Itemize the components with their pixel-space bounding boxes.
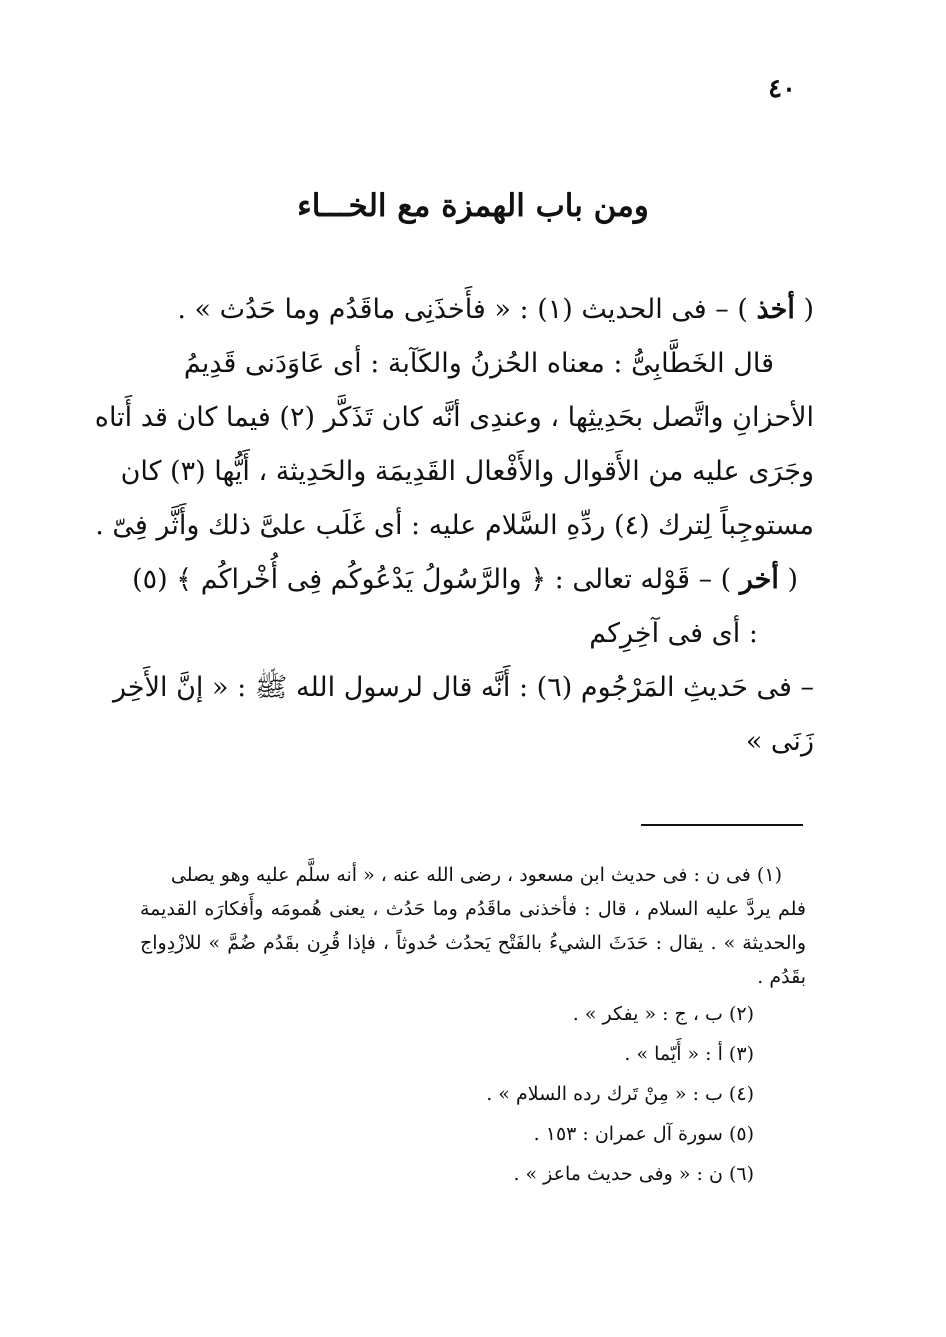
line-text: الأحزانِ واتَّصل بحَدِيثِها ، وعندِى أنَّه كان تَذَكَّر (٢) فيما كان قد أَتاه [94, 402, 814, 433]
footnote-line: والحديثة » . يقال : حَدَثَ الشيءُ بالفَتْح يَحدُث حُدوثاً ، فإذا قُرِن بقَدُم ضُمَّ » للازْدِواج [140, 932, 806, 954]
page-number: ٤٠ [768, 74, 796, 104]
footnotes [140, 858, 806, 1194]
footnote-item: (٤) ب : « مِنْ تَرك رده السلام » . [486, 1083, 754, 1105]
text-line [94, 391, 814, 445]
text-line [138, 283, 814, 337]
entry-keyword: أخر [739, 564, 779, 595]
chapter-heading: ومن باب الهمزة مع الخـــاء [297, 188, 649, 224]
line-text: زَنَى » [745, 726, 814, 757]
text-line [138, 337, 814, 391]
line-text: – فى حَديثِ المَرْجُوم (٦) : أَنَّه قال لرسول الله ﷺ : « إنَّ الأَخِر [113, 672, 814, 703]
line-text: مستوجِباً لِترك (٤) ردِّهِ السَّلام عليه : أى غَلَب علىَّ ذلك وأَثَّر فِىّ . [95, 510, 814, 541]
footnote-line: بقَدُم . [757, 966, 806, 988]
entry-keyword: أخذ [756, 294, 795, 325]
main-text [94, 283, 814, 769]
text-line [95, 499, 814, 553]
text-line [138, 607, 814, 661]
footnote-item: (٥) سورة آل عمران : ١٥٣ . [533, 1123, 754, 1145]
line-text: ) – قَوْله تعالى : ﴿ والرَّسُولُ يَدْعُوكُم فِى أُخْراكُم ﴾ (٥) [132, 564, 740, 595]
text-line [138, 715, 814, 769]
text-line [132, 553, 814, 607]
line-text: قال الخَطَّابِىُّ : معناه الحُزنُ والكَآبة : أى عَاوَدَنى قَدِيمُ [183, 348, 774, 379]
footnote-line: (١) فى ن : فى حديث ابن مسعود ، رضى الله عنه ، « أنه سلَّم عليه وهو يصلى [170, 864, 782, 886]
line-text: : أى فى آخِرِكم [589, 618, 758, 649]
text-line [120, 445, 814, 499]
footnote-line: فلم يردَّ عليه السلام ، قال : فأخذنى ماقَدُم وما حَدُث ، يعنى هُمومَه وأَفكارَه القديمة [140, 898, 806, 920]
footnote-item: (٦) ن : « وفى حديث ماعز » . [513, 1163, 754, 1185]
line-text: ) – فى الحديث (١) : « فأَخذَنِى ماقَدُم وما حَدُث » . [177, 294, 757, 325]
footnote-item: (٢) ب ، ج : « يفكر » . [572, 1003, 754, 1025]
line-text: وجَرَى عليه من الأَقوال والأَفْعال القَدِيمَة والحَدِيثة ، أَيُّها (٣) كان [120, 456, 814, 487]
footnote-separator [641, 824, 803, 826]
bracket-open: ( [778, 564, 798, 595]
text-line [113, 661, 814, 715]
footnote-item: (٣) أ : « أَيّما » . [624, 1043, 754, 1065]
bracket-open: ( [794, 294, 814, 325]
